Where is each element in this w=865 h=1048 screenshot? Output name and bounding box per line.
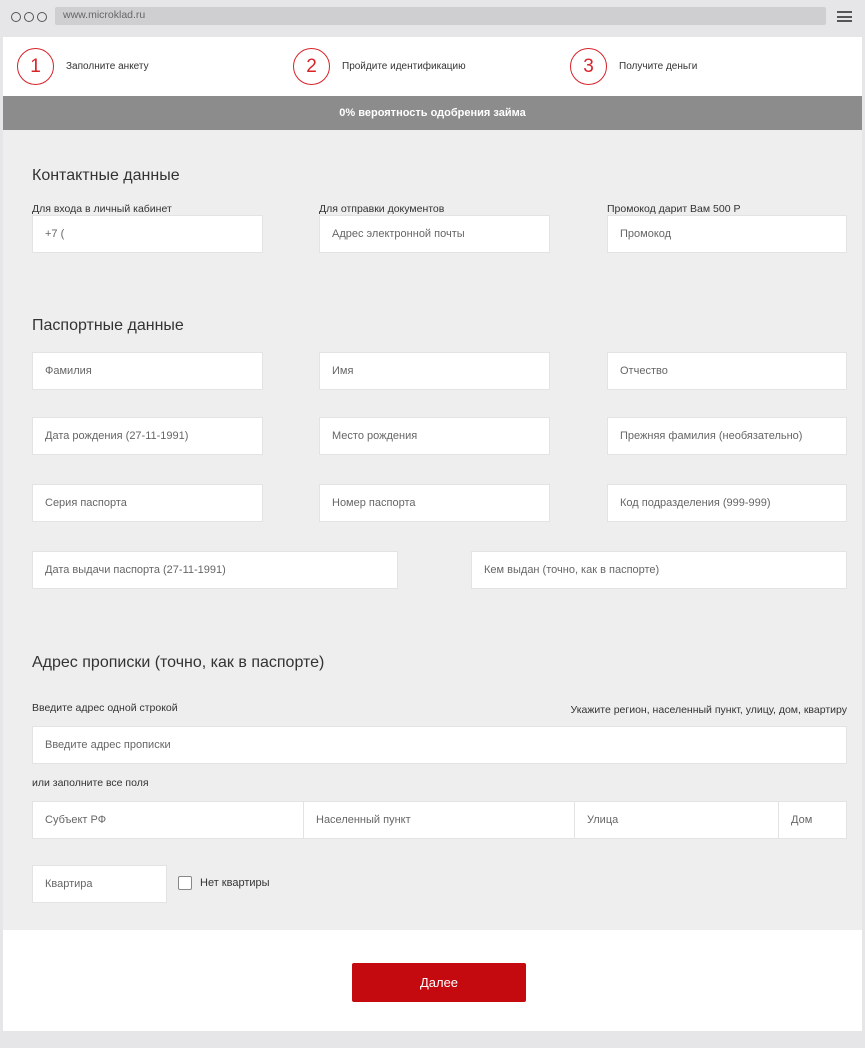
browser-chrome: [0, 0, 865, 37]
address-or-label: или заполните все поля: [32, 777, 149, 789]
address-bar[interactable]: [55, 7, 826, 25]
url-text: www.microklad.ru: [63, 9, 146, 21]
birth-date-input[interactable]: Дата рождения (27-11-1991): [32, 417, 263, 455]
step-number: 2: [293, 48, 330, 85]
step-label: Получите деньги: [619, 61, 698, 72]
email-label: Для отправки документов: [319, 203, 445, 215]
step-number: 1: [17, 48, 54, 85]
window-controls: [11, 12, 47, 22]
phone-input[interactable]: +7 (: [32, 215, 263, 253]
promo-label: Промокод дарит Вам 500 Р: [607, 203, 741, 215]
former-surname-input[interactable]: Прежняя фамилия (необязательно): [607, 417, 847, 455]
birth-place-input[interactable]: Место рождения: [319, 417, 550, 455]
next-button[interactable]: Далее: [352, 963, 526, 1002]
passport-number-input[interactable]: Номер паспорта: [319, 484, 550, 522]
surname-input[interactable]: Фамилия: [32, 352, 263, 390]
window-dot-icon[interactable]: [37, 12, 47, 22]
patronymic-input[interactable]: Отчество: [607, 352, 847, 390]
passport-series-input[interactable]: Серия паспорта: [32, 484, 263, 522]
step-label: Пройдите идентификацию: [342, 61, 466, 72]
department-code-input[interactable]: Код подразделения (999-999): [607, 484, 847, 522]
promo-input[interactable]: Промокод: [607, 215, 847, 253]
apartment-input[interactable]: Квартира: [32, 865, 167, 903]
form-footer: [3, 930, 862, 1031]
window-dot-icon[interactable]: [24, 12, 34, 22]
contact-section-title: Контактные данные: [32, 167, 180, 184]
locality-input[interactable]: Населенный пункт: [303, 801, 575, 839]
step-number: 3: [570, 48, 607, 85]
steps-bar: [3, 37, 862, 96]
menu-icon[interactable]: [837, 11, 852, 22]
phone-label: Для входа в личный кабинет: [32, 203, 172, 215]
step-2: [293, 48, 466, 85]
issued-by-input[interactable]: Кем выдан (точно, как в паспорте): [471, 551, 847, 589]
page: [3, 37, 862, 1031]
passport-issue-date-input[interactable]: Дата выдачи паспорта (27-11-1991): [32, 551, 398, 589]
passport-section-title: Паспортные данные: [32, 317, 184, 334]
address-hint: Укажите регион, населенный пункт, улицу, дом, квартиру: [570, 704, 847, 716]
region-input[interactable]: Субъект РФ: [32, 801, 304, 839]
step-1: [17, 48, 149, 85]
no-apartment-checkbox[interactable]: [178, 876, 192, 890]
house-input[interactable]: Дом: [778, 801, 847, 839]
email-input[interactable]: Адрес электронной почты: [319, 215, 550, 253]
address-one-line-input[interactable]: Введите адрес прописки: [32, 726, 847, 764]
step-label: Заполните анкету: [66, 61, 149, 72]
step-3: [570, 48, 697, 85]
window-dot-icon[interactable]: [11, 12, 21, 22]
street-input[interactable]: Улица: [574, 801, 779, 839]
approval-banner: 0% вероятность одобрения займа: [3, 96, 862, 130]
name-input[interactable]: Имя: [319, 352, 550, 390]
no-apartment-label: Нет квартиры: [200, 877, 270, 889]
no-apartment-option[interactable]: [178, 876, 270, 890]
address-section-title: Адрес прописки (точно, как в паспорте): [32, 654, 325, 671]
address-one-line-label: Введите адрес одной строкой: [32, 702, 178, 714]
